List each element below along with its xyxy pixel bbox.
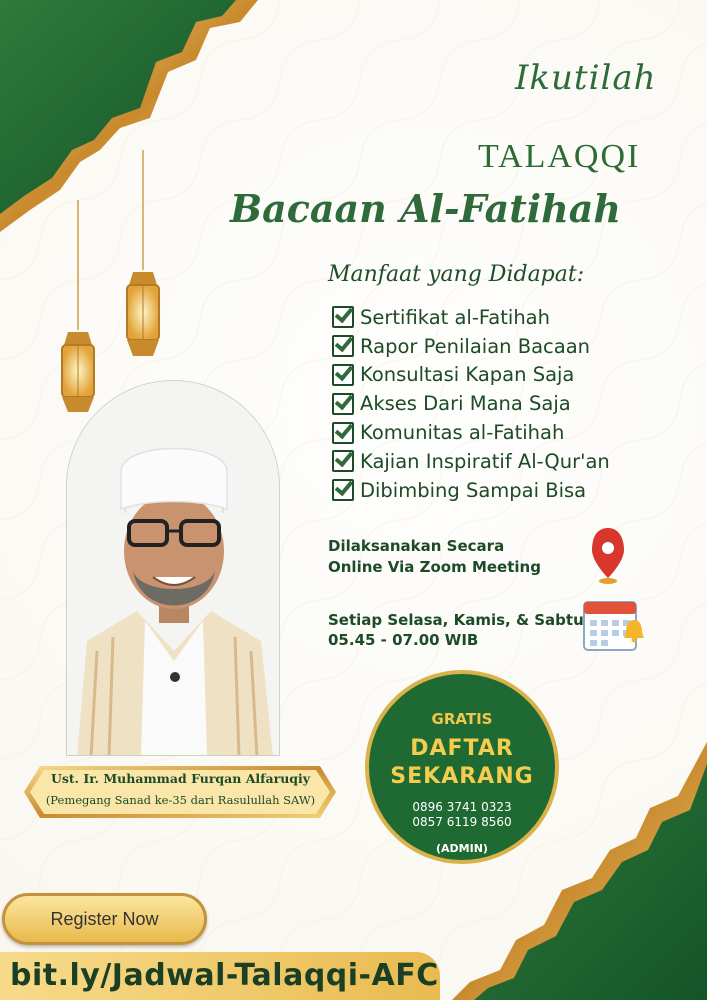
checkbox-check-icon xyxy=(332,335,354,357)
checkbox-check-icon xyxy=(332,479,354,501)
teacher-name: Ust. Ir. Muhammad Furqan Alfaruqiy xyxy=(50,771,311,786)
checkbox-check-icon xyxy=(332,450,354,472)
schedule-days: Setiap Selasa, Kamis, & Sabtu xyxy=(328,611,584,629)
checkbox-check-icon xyxy=(332,306,354,328)
checkbox-check-icon xyxy=(332,364,354,386)
link-bar xyxy=(0,952,440,1000)
list-item xyxy=(332,303,610,332)
list-item xyxy=(332,389,610,418)
benefit-label: Konsultasi Kapan Saja xyxy=(360,363,575,387)
benefit-label: Rapor Penilaian Bacaan xyxy=(360,334,591,358)
lantern-icon xyxy=(62,332,94,412)
mode-line-1: Dilaksanakan Secara xyxy=(328,537,505,555)
benefits-list xyxy=(332,303,610,505)
register-now-button[interactable]: Register Now xyxy=(2,893,207,945)
list-item xyxy=(332,447,610,476)
registration-link[interactable]: bit.ly/Jadwal-Talaqqi-AFC xyxy=(10,958,439,993)
teacher-photo-frame xyxy=(66,380,280,756)
phone-number[interactable]: 0857 6119 8560 xyxy=(412,815,512,829)
event-label: TALAQQI xyxy=(478,138,641,175)
schedule-time: 05.45 - 07.00 WIB xyxy=(328,631,479,649)
cta-line-1: DAFTAR xyxy=(410,736,514,761)
list-item xyxy=(332,361,610,390)
list-item xyxy=(332,418,610,447)
admin-label: (ADMIN) xyxy=(436,842,488,855)
page-title: Bacaan Al-Fatihah xyxy=(230,186,622,231)
register-cta-badge[interactable] xyxy=(365,670,559,864)
benefit-label: Akses Dari Mana Saja xyxy=(360,392,571,416)
list-item xyxy=(332,332,610,361)
benefit-label: Kajian Inspiratif Al-Qur'an xyxy=(360,449,610,473)
benefit-label: Komunitas al-Fatihah xyxy=(360,421,565,445)
invite-text: Ikutilah xyxy=(515,58,657,98)
list-item xyxy=(332,476,610,505)
phone-number[interactable]: 0896 3741 0323 xyxy=(412,800,512,814)
free-label: GRATIS xyxy=(431,710,493,728)
benefit-label: Dibimbing Sampai Bisa xyxy=(360,478,587,502)
lantern-icon xyxy=(127,272,159,356)
checkbox-check-icon xyxy=(332,422,354,444)
teacher-photo xyxy=(67,381,280,756)
teacher-role: (Pemegang Sanad ke-35 dari Rasulullah SAW) xyxy=(45,793,316,807)
benefit-label: Sertifikat al-Fatihah xyxy=(360,305,550,329)
location-pin-icon xyxy=(592,528,624,584)
checkbox-check-icon xyxy=(332,393,354,415)
benefits-heading: Manfaat yang Didapat: xyxy=(328,262,585,287)
calendar-icon xyxy=(584,602,644,650)
cta-line-2: SEKARANG xyxy=(390,764,534,789)
mode-line-2: Online Via Zoom Meeting xyxy=(328,558,541,576)
teacher-name-banner xyxy=(24,763,337,819)
